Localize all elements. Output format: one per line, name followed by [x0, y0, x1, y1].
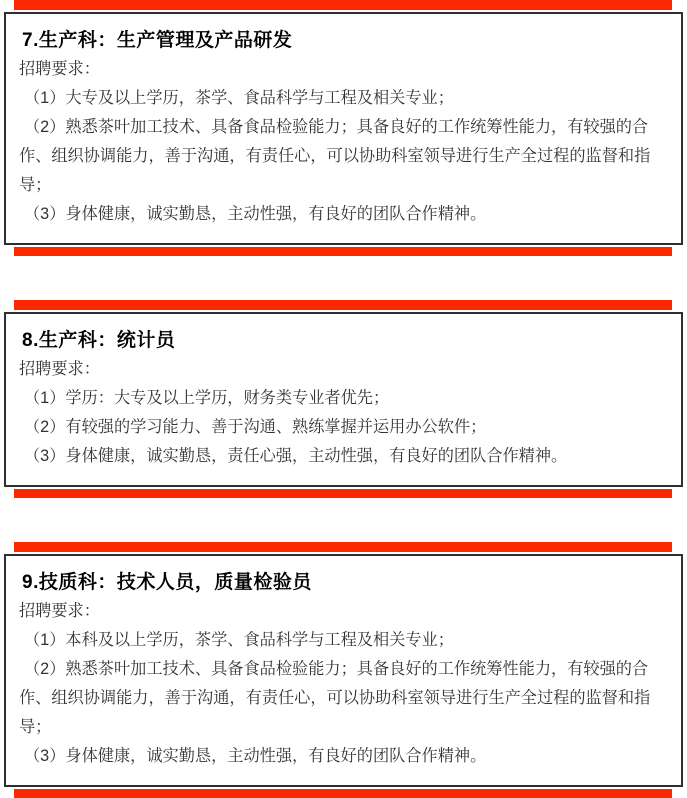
requirement-item: （3）身体健康，诚实勤恳，主动性强，有良好的团队合作精神。	[24, 205, 487, 223]
job-section-production-rd	[0, 0, 687, 256]
requirement-item: （1）大专及以上学历，茶学、食品科学与工程及相关专业；	[24, 89, 454, 107]
requirement-item: （1）学历：大专及以上学历，财务类专业者优先；	[24, 389, 390, 407]
section-divider-bar-top	[14, 0, 672, 10]
section-divider-bar-top	[14, 300, 672, 310]
requirement-item: （3）身体健康，诚实勤恳，主动性强，有良好的团队合作精神。	[24, 747, 487, 765]
job-title: 7.生产科：生产管理及产品研发	[22, 30, 293, 51]
job-title: 9.技质科：技术人员，质量检验员	[22, 572, 312, 593]
section-divider-bar-bottom	[14, 247, 672, 256]
job-section-quality-inspector	[0, 542, 687, 798]
requirement-item: （2）熟悉茶叶加工技术、具备食品检验能力；具备良好的工作统筹性能力，有较强的合作、组织协调能力，善于沟通，有责任心，可以协助科室领导进行生产全过程的监督和指导；	[19, 118, 651, 194]
section-divider-bar-bottom	[14, 489, 672, 498]
requirement-item: （2）有较强的学习能力、善于沟通、熟练掌握并运用办公软件；	[24, 418, 487, 436]
requirement-item: （2）熟悉茶叶加工技术、具备食品检验能力；具备良好的工作统筹性能力，有较强的合作、组织协调能力，善于沟通，有责任心，可以协助科室领导进行生产全过程的监督和指导；	[19, 660, 651, 736]
job-title: 8.生产科：统计员	[22, 330, 176, 351]
job-section-statistician	[0, 300, 687, 498]
requirement-item: （1）本科及以上学历，茶学、食品科学与工程及相关专业；	[24, 631, 454, 649]
requirements-label: 招聘要求：	[19, 360, 100, 378]
requirements-label: 招聘要求：	[19, 602, 100, 620]
job-card	[4, 312, 683, 487]
job-card	[4, 12, 683, 245]
requirements-label: 招聘要求：	[19, 60, 100, 78]
job-card	[4, 554, 683, 787]
requirement-item: （3）身体健康，诚实勤恳，责任心强，主动性强，有良好的团队合作精神。	[24, 447, 568, 465]
section-divider-bar-top	[14, 542, 672, 552]
